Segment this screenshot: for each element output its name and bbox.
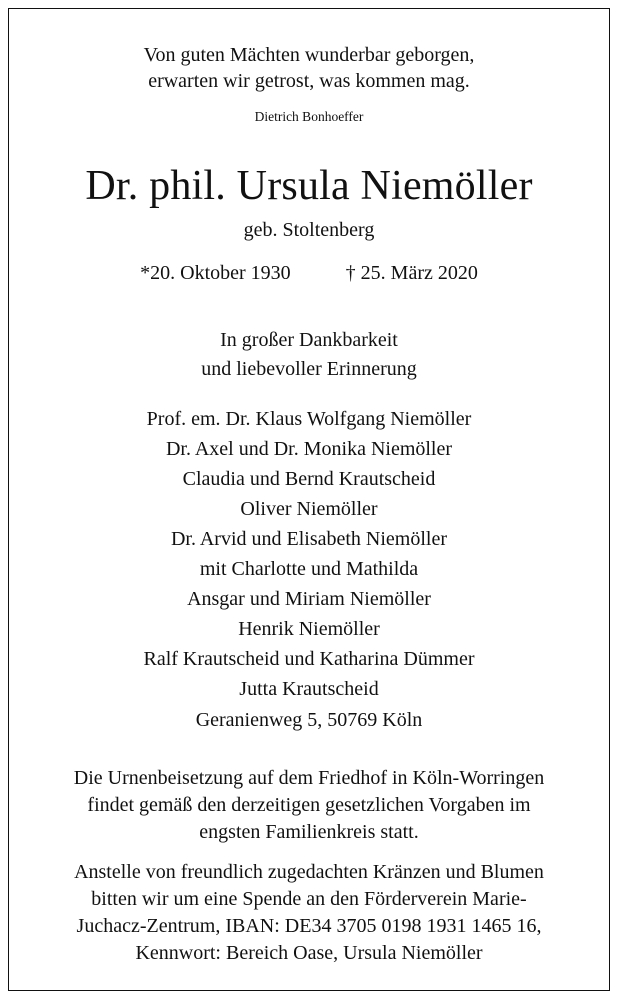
- donation-line: Kennwort: Bereich Oase, Ursula Niemöller: [135, 942, 483, 964]
- gratitude-line: In großer Dankbarkeit: [220, 329, 398, 351]
- mourner-name: Dr. Arvid und Elisabeth Niemöller: [170, 528, 448, 550]
- birth-date: *20. Oktober 1930: [140, 262, 291, 284]
- mourner-name: Oliver Niemöller: [240, 498, 378, 520]
- donation-line: Anstelle von freundlich zugedachten Kränzen und Blumen: [74, 861, 544, 883]
- mourners-list: [9, 404, 609, 704]
- verse-author: Dietrich Bonhoeffer: [254, 109, 364, 124]
- burial-notice: [9, 765, 609, 846]
- mourner-name: Henrik Niemöller: [238, 618, 380, 640]
- mourner-name: Ansgar und Miriam Niemöller: [187, 588, 431, 610]
- mourner-name: mit Charlotte und Mathilda: [199, 558, 419, 580]
- gratitude-line: und liebevoller Erinnerung: [201, 358, 417, 380]
- donation-notice: [9, 859, 609, 967]
- mourner-name: Prof. em. Dr. Klaus Wolfgang Niemöller: [146, 408, 472, 430]
- family-address: Geranienweg 5, 50769 Köln: [195, 709, 423, 731]
- mourner-name: Dr. Axel und Dr. Monika Niemöller: [165, 438, 453, 460]
- gratitude-text: [9, 326, 609, 384]
- maiden-name: geb. Stoltenberg: [243, 219, 375, 241]
- life-dates: [9, 262, 609, 285]
- burial-line: engsten Familienkreis statt.: [199, 821, 419, 843]
- mourner-name: Jutta Krautscheid: [239, 678, 379, 700]
- donation-line: Juchacz-Zentrum, IBAN: DE34 3705 0198 1931 1465 16,: [76, 915, 542, 937]
- burial-line: Die Urnenbeisetzung auf dem Friedhof in Köln-Worringen: [73, 767, 545, 789]
- mourner-name: Claudia und Bernd Krautscheid: [182, 468, 436, 490]
- bonhoeffer-verse: [9, 42, 609, 94]
- burial-line: findet gemäß den derzeitigen gesetzlichen Vorgaben im: [87, 794, 531, 816]
- obituary-notice: [8, 8, 610, 991]
- mourner-name: Ralf Krautscheid und Katharina Dümmer: [143, 648, 475, 670]
- death-date: † 25. März 2020: [345, 262, 478, 284]
- donation-line: bitten wir um eine Spende an den Förderverein Marie-: [91, 888, 527, 910]
- verse-line: Von guten Mächten wunderbar geborgen,: [143, 44, 475, 66]
- deceased-name: Dr. phil. Ursula Niemöller: [85, 163, 533, 209]
- verse-line: erwarten wir getrost, was kommen mag.: [148, 70, 470, 92]
